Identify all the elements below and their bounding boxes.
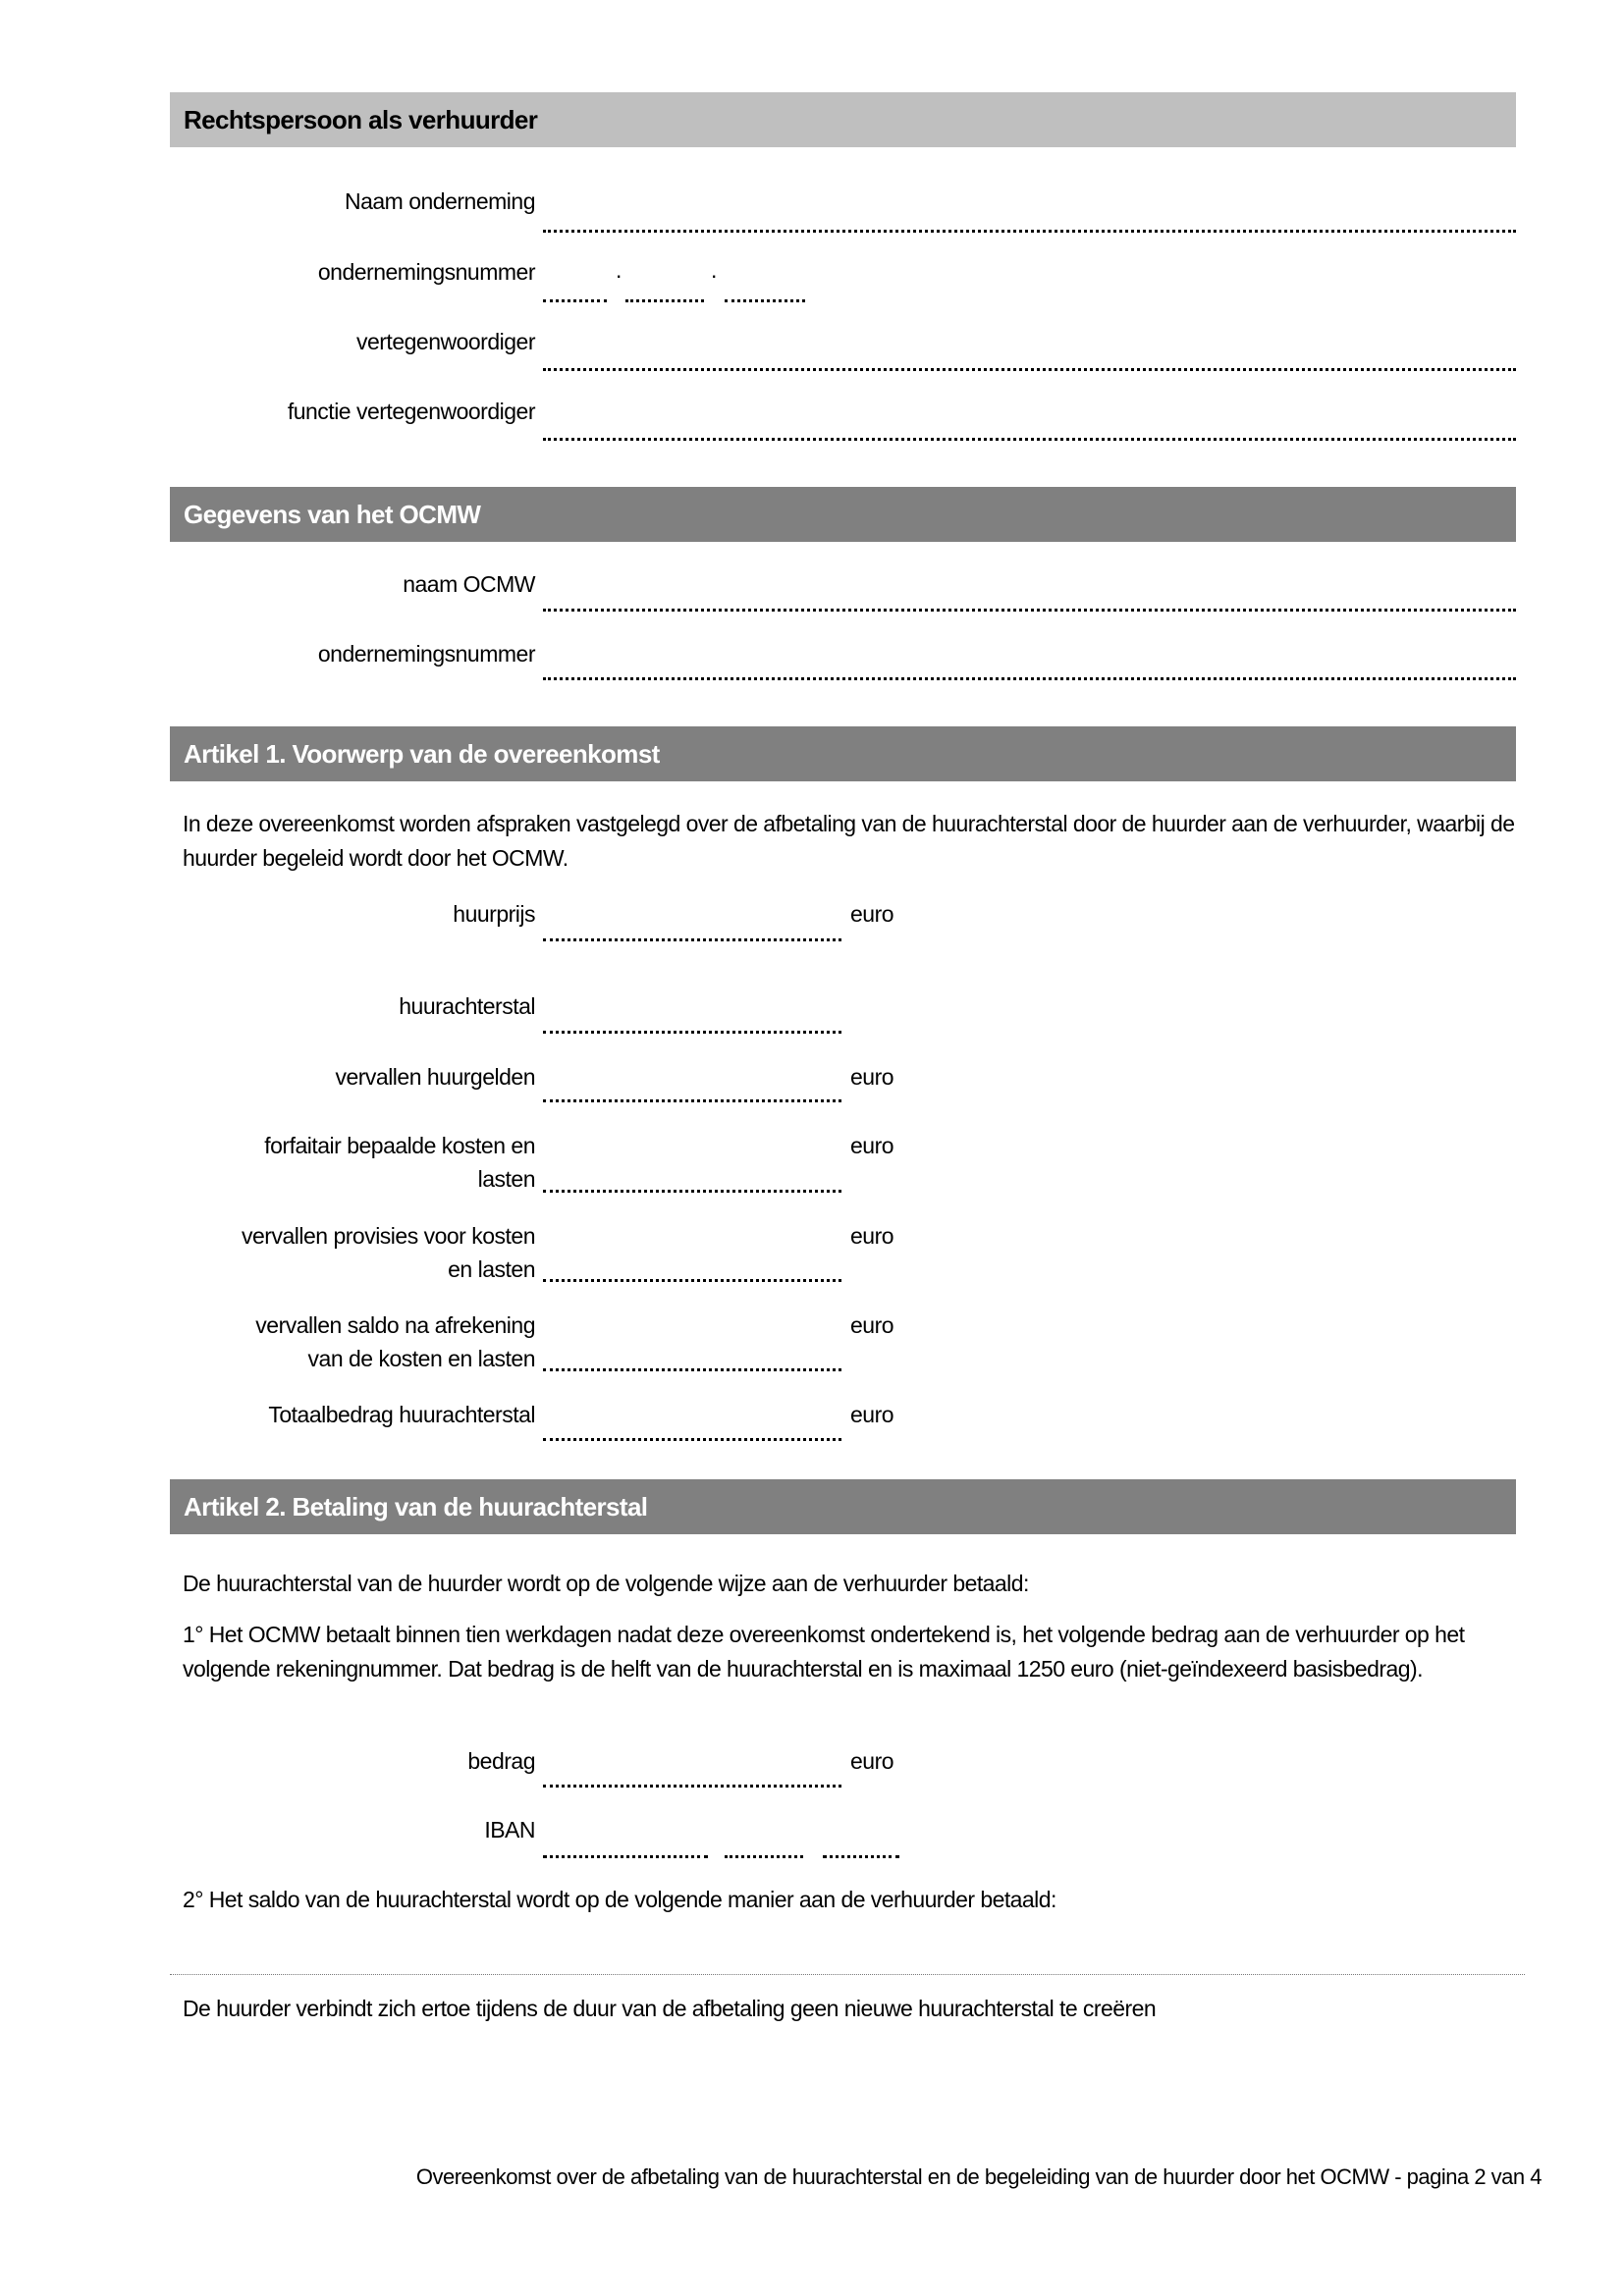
article2-commitment: De huurder verbindt zich ertoe tijdens de duur van de afbetaling geen nieuwe huurachterstal te creëren <box>183 1996 1157 2021</box>
due-balance-currency: euro <box>850 1312 894 1338</box>
point2-answer-field[interactable] <box>170 1974 1525 1975</box>
article2-intro: De huurachterstal van de huurder wordt op de volgende wijze aan de verhuurder betaald: <box>183 1571 1029 1596</box>
label-due-provisions-line1: vervallen provisies voor kosten <box>242 1223 535 1249</box>
label-due-balance-line2: van de kosten en lasten <box>307 1346 535 1371</box>
flat-costs-field[interactable] <box>543 1190 841 1193</box>
page-footer: Overeenkomst over de afbetaling van de huurachterstal en de begeleiding van de huurder door het OCMW - pagina 2 van 4 <box>415 2164 1542 2189</box>
due-provisions-field[interactable] <box>543 1279 841 1282</box>
label-due-provisions-line2: en lasten <box>448 1256 535 1282</box>
label-arrears: huurachterstal <box>399 993 535 1019</box>
label-amount: bedrag <box>467 1748 535 1774</box>
section-header-ocmw <box>170 487 1516 542</box>
arrears-field[interactable] <box>543 1031 841 1034</box>
section-title: Rechtspersoon als verhuurder <box>184 105 538 134</box>
article2-point2: 2° Het saldo van de huurachterstal wordt op de volgende manier aan de verhuurder betaald: <box>183 1887 1056 1912</box>
company-number-field-part3[interactable] <box>725 299 805 302</box>
iban-field-part3[interactable] <box>823 1855 899 1858</box>
due-balance-field[interactable] <box>543 1368 841 1371</box>
label-rent: huurprijs <box>453 901 535 927</box>
section-header-legal-person <box>170 92 1516 147</box>
company-number-separator: . <box>711 257 718 283</box>
label-company-name: Naam onderneming <box>344 188 535 214</box>
total-field[interactable] <box>543 1438 841 1441</box>
company-number-field-part1[interactable] <box>543 299 607 302</box>
representative-field[interactable] <box>543 368 1516 371</box>
section-header-article2 <box>170 1479 1516 1534</box>
article1-intro: In deze overeenkomst worden afspraken vastgelegd over de afbetaling van de huurachterstal door de huurder aan de verhuurder, waarbij de huurder begeleid wordt door het OCMW. <box>183 811 1515 871</box>
rent-currency: euro <box>850 901 894 927</box>
company-number-field-part2[interactable] <box>625 299 704 302</box>
iban-field-part2[interactable] <box>725 1855 803 1858</box>
section-title: Artikel 1. Voorwerp van de overeenkomst <box>184 739 660 769</box>
ocmw-company-number-field[interactable] <box>543 677 1516 680</box>
amount-currency: euro <box>850 1748 894 1774</box>
label-flat-costs-line1: forfaitair bepaalde kosten en <box>264 1133 535 1158</box>
label-representative: vertegenwoordiger <box>355 329 535 354</box>
label-flat-costs-line2: lasten <box>477 1166 535 1192</box>
label-representative-function: functie vertegenwoordiger <box>287 399 535 424</box>
section-title: Artikel 2. Betaling van de huurachterstal <box>184 1492 648 1522</box>
due-rent-field[interactable] <box>543 1099 841 1102</box>
article2-point1: 1° Het OCMW betaalt binnen tien werkdagen nadat deze overeenkomst ondertekend is, het volgende bedrag aan de verhuurder op het volgende rekeningnummer. Dat bedrag is de helft van de huurachterstal en is maximaal 1250 euro (niet-geïndexeerd basisbedrag). <box>183 1622 1465 1682</box>
company-number-separator: . <box>616 257 623 283</box>
label-iban: IBAN <box>484 1817 535 1842</box>
due-rent-currency: euro <box>850 1064 894 1090</box>
iban-field-part1[interactable] <box>543 1855 708 1858</box>
amount-field[interactable] <box>543 1785 841 1788</box>
label-ocmw-company-number: ondernemingsnummer <box>317 641 535 667</box>
label-company-number: ondernemingsnummer <box>317 259 535 285</box>
flat-costs-currency: euro <box>850 1133 894 1158</box>
company-name-field[interactable] <box>543 230 1516 233</box>
label-due-rent: vervallen huurgelden <box>335 1064 535 1090</box>
label-total: Totaalbedrag huurachterstal <box>268 1402 535 1427</box>
due-provisions-currency: euro <box>850 1223 894 1249</box>
ocmw-name-field[interactable] <box>543 609 1516 612</box>
section-title: Gegevens van het OCMW <box>184 500 481 529</box>
rent-field[interactable] <box>543 938 841 941</box>
total-currency: euro <box>850 1402 894 1427</box>
label-ocmw-name: naam OCMW <box>403 571 535 597</box>
label-due-balance-line1: vervallen saldo na afrekening <box>255 1312 535 1338</box>
section-header-article1 <box>170 726 1516 781</box>
representative-function-field[interactable] <box>543 438 1516 441</box>
